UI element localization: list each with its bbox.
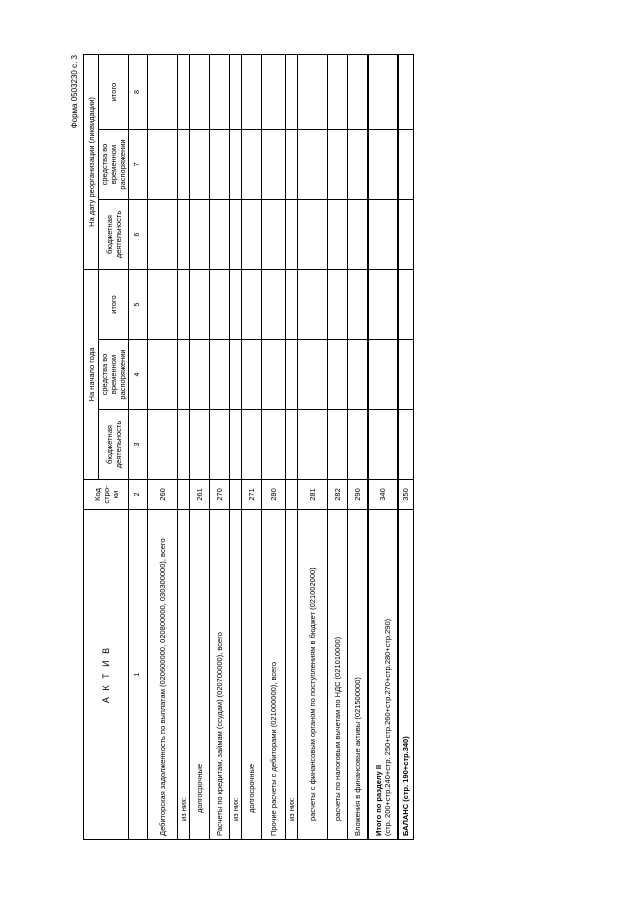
row-340-title: Итого по разделу II bbox=[373, 764, 383, 836]
header-total-reorg: итого bbox=[99, 55, 129, 130]
row-code-290: 290 bbox=[348, 480, 368, 510]
col-num-2: 2 bbox=[129, 480, 148, 510]
row-label-340 bbox=[368, 510, 398, 840]
header-total-start: итого bbox=[99, 270, 129, 340]
row-label-281: расчеты с финансовым органом по поступлениям в бюджет (021002000) bbox=[298, 510, 328, 840]
col-num-4: 4 bbox=[129, 340, 148, 410]
row-label-290: Вложения в финансовые активы (021500000) bbox=[348, 510, 368, 840]
col-num-5: 5 bbox=[129, 270, 148, 340]
row-code-282: 282 bbox=[328, 480, 348, 510]
header-asset: А К Т И В bbox=[84, 510, 129, 840]
col-num-1: 1 bbox=[129, 510, 148, 840]
row-code-270: 270 bbox=[210, 480, 230, 510]
row-label-282: расчеты по налоговым вычетам по НДС (021010000) bbox=[328, 510, 348, 840]
row-code-281: 281 bbox=[298, 480, 328, 510]
header-budget-start: бюджетная деятельность bbox=[99, 410, 129, 480]
row-code-260: 260 bbox=[148, 480, 178, 510]
col-num-8: 8 bbox=[129, 55, 148, 130]
row-label-350: БАЛАНС (стр. 190+стр.340) bbox=[398, 510, 414, 840]
row-code-empty bbox=[178, 480, 190, 510]
row-label-of-which: из них: bbox=[286, 510, 298, 840]
row-code-empty bbox=[230, 480, 242, 510]
row-label-of-which: из них: bbox=[230, 510, 242, 840]
form-number-label: Форма 0503230 с. 3 bbox=[70, 55, 79, 129]
row-code-empty bbox=[286, 480, 298, 510]
balance-asset-table bbox=[83, 54, 414, 840]
col-num-7: 7 bbox=[129, 130, 148, 200]
row-label-of-which: из них: bbox=[178, 510, 190, 840]
header-start-of-year: На начало года bbox=[84, 270, 99, 480]
row-label-261: долгосрочные bbox=[190, 510, 210, 840]
header-temp-funds-start: средства во временном распоряжении bbox=[99, 340, 129, 410]
row-code-280: 280 bbox=[262, 480, 286, 510]
row-code-350: 350 bbox=[398, 480, 414, 510]
row-label-260: Дебиторская задолженность по выплатам (020600000, 020800000, 030300000), всего bbox=[148, 510, 178, 840]
rotated-form-page bbox=[70, 55, 411, 840]
row-label-270: Расчеты по кредитам, займам (ссудам) (020700000), всего bbox=[210, 510, 230, 840]
row-340-formula: (стр. 200+стр.240+стр. 250+стр.260+стр.270+стр.280+стр.290) bbox=[382, 618, 392, 836]
header-temp-funds-reorg: средства во временном распоряжении bbox=[99, 130, 129, 200]
header-code: Код стро- ки bbox=[84, 480, 129, 510]
row-code-340: 340 bbox=[368, 480, 398, 510]
col-num-6: 6 bbox=[129, 200, 148, 270]
row-label-271: долгосрочные bbox=[242, 510, 262, 840]
row-label-280: Прочие расчеты с дебиторами (021000000), всего bbox=[262, 510, 286, 840]
row-code-271: 271 bbox=[242, 480, 262, 510]
header-budget-reorg: бюджетная деятельность bbox=[99, 200, 129, 270]
col-num-3: 3 bbox=[129, 410, 148, 480]
header-reorg-date: На дату реорганизации (ликвидации) bbox=[84, 55, 99, 270]
row-code-261: 261 bbox=[190, 480, 210, 510]
